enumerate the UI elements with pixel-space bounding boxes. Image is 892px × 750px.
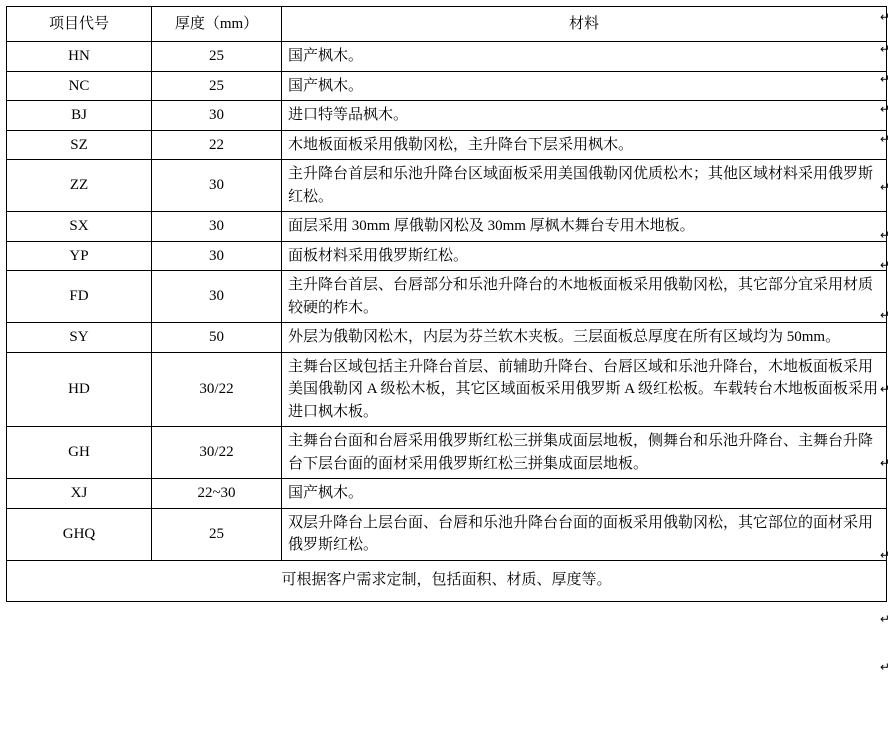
- table-row: [7, 479, 887, 509]
- cell-code: SX: [7, 212, 152, 242]
- cell-thickness: 25: [152, 508, 282, 560]
- cell-material: 面层采用 30mm 厚俄勒冈松及 30mm 厚枫木舞台专用木地板。: [282, 212, 887, 242]
- cell-thickness: 22: [152, 130, 282, 160]
- table-row: [7, 508, 887, 560]
- cell-thickness: 30: [152, 271, 282, 323]
- cell-material: 国产枫木。: [282, 42, 887, 72]
- cell-material: 主升降台首层和乐池升降台区域面板采用美国俄勒冈优质松木；其他区域材料采用俄罗斯红松。: [282, 160, 887, 212]
- cell-thickness: 25: [152, 71, 282, 101]
- cell-code: GHQ: [7, 508, 152, 560]
- paragraph-mark: ↵: [880, 258, 891, 272]
- cell-thickness: 30: [152, 101, 282, 131]
- cell-code: SY: [7, 323, 152, 353]
- paragraph-mark: ↵: [880, 72, 891, 86]
- cell-code: YP: [7, 241, 152, 271]
- cell-material: 外层为俄勒冈松木，内层为芬兰软木夹板。三层面板总厚度在所有区域均为 50mm。: [282, 323, 887, 353]
- paragraph-mark: ↵: [880, 308, 891, 322]
- cell-thickness: 30: [152, 160, 282, 212]
- table-header-row: [7, 7, 887, 42]
- cell-thickness: 30: [152, 241, 282, 271]
- paragraph-mark: ↵: [880, 382, 891, 396]
- paragraph-mark: ↵: [880, 456, 891, 470]
- table-row: [7, 71, 887, 101]
- table-row: [7, 42, 887, 72]
- cell-thickness: 30/22: [152, 427, 282, 479]
- paragraph-mark: ↵: [880, 102, 891, 116]
- footer-note: 可根据客户需求定制，包括面积、材质、厚度等。: [7, 560, 887, 601]
- table-row: [7, 352, 887, 427]
- paragraph-mark: ↵: [880, 228, 891, 242]
- paragraph-mark: ↵: [880, 132, 891, 146]
- table-row: [7, 101, 887, 131]
- cell-thickness: 30: [152, 212, 282, 242]
- paragraph-mark: ↵: [880, 548, 891, 562]
- table-body: [7, 7, 887, 602]
- cell-material: 国产枫木。: [282, 479, 887, 509]
- cell-thickness: 22~30: [152, 479, 282, 509]
- table-row: [7, 323, 887, 353]
- table-row: [7, 427, 887, 479]
- cell-code: GH: [7, 427, 152, 479]
- table-row: [7, 130, 887, 160]
- header-cell-code: 项目代号: [7, 7, 152, 42]
- cell-material: 主升降台首层、台唇部分和乐池升降台的木地板面板采用俄勒冈松，其它部分宜采用材质较硬的柞木。: [282, 271, 887, 323]
- cell-material: 进口特等品枫木。: [282, 101, 887, 131]
- table-row: [7, 271, 887, 323]
- paragraph-mark: ↵: [880, 180, 891, 194]
- cell-thickness: 30/22: [152, 352, 282, 427]
- paragraph-mark: ↵: [880, 42, 891, 56]
- cell-code: ZZ: [7, 160, 152, 212]
- cell-material: 面板材料采用俄罗斯红松。: [282, 241, 887, 271]
- cell-material: 双层升降台上层台面、台唇和乐池升降台台面的面板采用俄勒冈松，其它部位的面材采用俄罗斯红松。: [282, 508, 887, 560]
- table-footer-row: [7, 560, 887, 601]
- cell-code: HN: [7, 42, 152, 72]
- cell-material: 主舞台台面和台唇采用俄罗斯红松三拼集成面层地板，侧舞台和乐池升降台、主舞台升降台下层台面的面材采用俄罗斯红松三拼集成面层地板。: [282, 427, 887, 479]
- cell-material: 主舞台区域包括主升降台首层、前辅助升降台、台唇区域和乐池升降台，木地板面板采用美国俄勒冈 A 级松木板，其它区域面板采用俄罗斯 A 级红松板。车载转台木地板面板采用进口枫木板。: [282, 352, 887, 427]
- table-row: [7, 212, 887, 242]
- cell-material: 国产枫木。: [282, 71, 887, 101]
- cell-material: 木地板面板采用俄勒冈松，主升降台下层采用枫木。: [282, 130, 887, 160]
- header-cell-material: 材料: [282, 7, 887, 42]
- paragraph-mark: ↵: [880, 612, 891, 626]
- cell-code: BJ: [7, 101, 152, 131]
- cell-code: NC: [7, 71, 152, 101]
- cell-code: HD: [7, 352, 152, 427]
- cell-code: SZ: [7, 130, 152, 160]
- header-cell-thickness: 厚度（mm）: [152, 7, 282, 42]
- cell-code: FD: [7, 271, 152, 323]
- paragraph-mark: ↵: [880, 10, 891, 24]
- table-row: [7, 160, 887, 212]
- cell-thickness: 25: [152, 42, 282, 72]
- cell-code: XJ: [7, 479, 152, 509]
- paragraph-mark: ↵: [880, 660, 891, 674]
- table-row: [7, 241, 887, 271]
- cell-thickness: 50: [152, 323, 282, 353]
- materials-table: [6, 6, 887, 602]
